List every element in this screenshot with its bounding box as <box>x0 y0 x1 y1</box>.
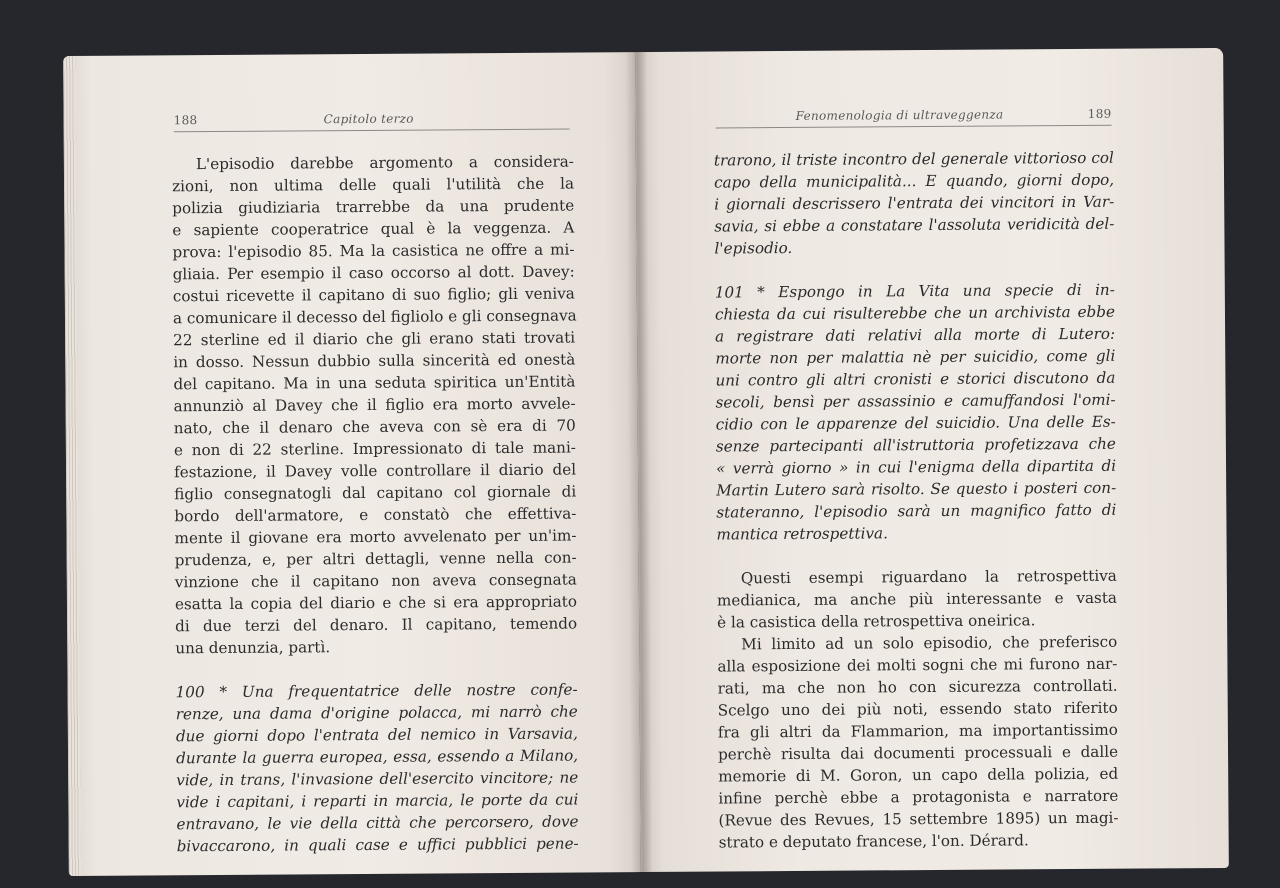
left-page-number: 188 <box>173 113 198 128</box>
text-line: alla esposizione dei molti sogni che mi furono nar- <box>717 654 1118 676</box>
text-line: annunziò al Davey che il figlio era morto avvele- <box>173 394 576 416</box>
right-body-text <box>714 147 1119 854</box>
text-line: 22 sterline ed il diario che gli erano stati trovati <box>173 328 576 350</box>
text-line: savia, si ebbe a constatare l'assoluta veridicità del- <box>714 214 1115 236</box>
text-line: stateranno, l'episodio sarà un magnifico fatto di <box>716 500 1117 522</box>
text-line: mente il giovane era morto avvelenato per un'im- <box>174 526 577 548</box>
text-line: bordo dell'armatore, e constatò che effettiva- <box>174 504 577 526</box>
text-line: zioni, non ultima delle quali l'utilità che la <box>172 174 575 196</box>
text-line: vide i capitani, i reparti in marcia, le porte da cui <box>176 790 579 812</box>
text-line: e non di 22 sterline. Impressionato di tale mani- <box>173 438 576 460</box>
text-line: perchè risulta dai documenti processuali e dalle <box>717 742 1119 764</box>
text-line: rati, ma che non ho con sicurezza controllati. <box>717 676 1118 698</box>
text-line: durante la guerra europea, essa, essendo a Milano, <box>175 746 579 768</box>
text-line: Mi limito ad un solo episodio, che preferisco <box>741 632 1118 654</box>
text-line: bivaccarono, in quali case e uffici pubblici pene- <box>176 834 579 856</box>
header-rule <box>174 129 570 133</box>
text-line: una denunzia, partì. <box>175 638 331 658</box>
text-line: a registrare dati relativi alla morte di Lutero: <box>715 324 1116 346</box>
left-running-header <box>174 107 570 132</box>
text-line: esatta la copia del diario e che si era appropriato <box>174 592 578 614</box>
text-line: fra gli altri da Flammarion, ma importantissimo <box>717 720 1118 742</box>
text-line: renze, una dama d'origine polacca, mi narrò che <box>175 702 578 724</box>
paragraph-retrospettiva <box>717 565 1117 634</box>
text-line: mantica retrospettiva. <box>716 524 888 544</box>
text-line: prudenza, e, per altri dettagli, venne nella con- <box>174 548 577 570</box>
text-line: medianica, ma anche più interessante e vasta <box>716 588 1118 610</box>
right-page <box>635 48 1229 872</box>
episode-100 <box>176 678 579 857</box>
text-line: cidio con le apparenze del suicidio. Una delle Es- <box>715 412 1116 434</box>
text-line: figlio consegnatogli dal capitano col giornale di <box>174 482 577 504</box>
right-running-header <box>716 103 1112 128</box>
text-line: L'episodio darebbe argomento a considera- <box>195 152 574 174</box>
text-line: i giornali descrissero l'entrata dei vincitori in Var- <box>714 192 1115 214</box>
text-line: chiesta da cui risulterebbe che un archivista ebbe <box>714 302 1116 324</box>
text-line: trarono, il triste incontro del generale vittorioso col <box>713 148 1114 170</box>
text-line: gliaia. Per esempio il caso occorso al dott. Davey: <box>172 262 575 284</box>
text-line: l'episodio. <box>714 238 793 258</box>
text-line: e sapiente cooperatrice qual è la veggenza. A <box>172 218 575 240</box>
text-line: due giorni dopo l'entrata del nemico in Varsavia, <box>175 724 578 746</box>
text-line: « verrà giorno » in cui l'enigma della dipartita di <box>715 456 1117 478</box>
text-line: festazione, il Davey volle controllare il diario del <box>173 460 577 482</box>
text-line: entravano, le vie della città che percorsero, dove <box>176 812 579 834</box>
text-line: vinzione che il capitano non aveva consegnata <box>174 570 577 592</box>
text-line: in dosso. Nessun dubbio sulla sincerità ed onestà <box>173 350 576 372</box>
text-line: nato, che il denaro che aveva con sè era di 70 <box>173 416 576 438</box>
header-rule <box>716 125 1112 129</box>
right-running-title: Fenomenologia di ultraveggenza <box>795 107 1004 123</box>
text-line: Scelgo uno dei più noti, essendo stato riferito <box>717 698 1118 720</box>
left-page <box>63 52 641 876</box>
text-line: 101 * Espongo in La Vita una specie di in- <box>714 280 1115 302</box>
text-line: morte non per malattia nè per suicidio, come gli <box>715 346 1116 368</box>
text-line: (Revue des Revues, 15 settembre 1895) un magi- <box>718 808 1119 830</box>
left-body-text <box>172 150 579 857</box>
text-line: polizia giudiziaria trarrebbe da una prudente <box>172 196 575 218</box>
text-line: memorie di M. Goron, un capo della polizia, ed <box>718 764 1119 786</box>
paragraph-derard <box>717 631 1119 854</box>
left-running-title: Capitolo terzo <box>323 111 414 127</box>
text-line: Questi esempi riguardano la retrospettiva <box>740 566 1117 588</box>
text-line: vide, in trans, l'invasione dell'esercito vincitore; ne <box>176 768 579 790</box>
text-line: 100 * Una frequentatrice delle nostre confe- <box>175 680 578 702</box>
text-line: secoli, bensì per assassinio e camuffandosi l'omi- <box>715 390 1116 412</box>
right-page-number: 189 <box>1087 106 1112 121</box>
text-line: uni contro gli altri cronisti e storici discutono da <box>715 368 1116 390</box>
episode-101 <box>715 279 1117 546</box>
text-line: costui ricevette il capitano di suo figlio; gli veniva <box>172 284 575 306</box>
text-line: del capitano. Ma in una seduta spiritica un'Entità <box>173 372 576 394</box>
text-line: di due terzi del denaro. Il capitano, temendo <box>175 614 578 636</box>
text-line: a comunicare il decesso del figliolo e gli consegnava <box>172 306 577 328</box>
episode-100-continuation <box>714 147 1115 260</box>
open-book <box>63 48 1229 876</box>
text-line: strato e deputato francese, l'on. Dérard. <box>718 831 1029 852</box>
page-edges <box>63 56 81 876</box>
text-line: Martin Lutero sarà risolto. Se questo i posteri con- <box>716 478 1117 500</box>
paragraph-davey <box>172 150 578 659</box>
text-line: senze partecipanti all'istruttoria profetizzava che <box>715 434 1116 456</box>
text-line: prova: l'episodio 85. Ma la casistica ne offre a mi- <box>172 240 575 262</box>
text-line: capo della municipalità... E quando, giorni dopo, <box>713 170 1115 192</box>
text-line: infine perchè ebbe a protagonista e narratore <box>718 786 1119 808</box>
text-line: è la casistica della retrospettiva oneirica. <box>717 611 1036 632</box>
